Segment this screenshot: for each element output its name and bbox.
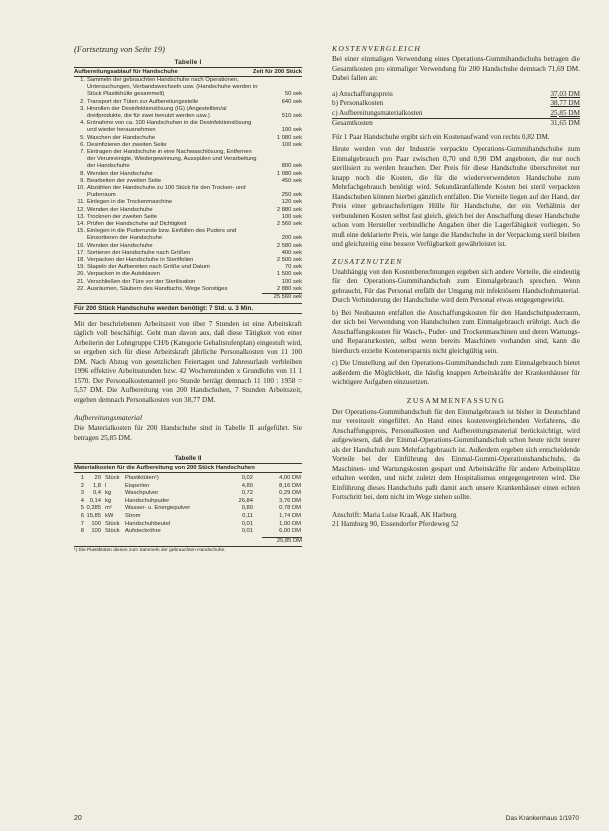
row-unit-price: 0,11 — [242, 512, 253, 519]
address-line-1: Anschrift: Maria Luise Kraaß, AK Harburg — [332, 510, 457, 519]
table-row — [74, 199, 302, 206]
benefit-paragraph-c: c) Die Umstellung auf den Operations-Gummihandschuh zum Einmalgebrauch bietet außerdem die Möglichkeit, die häufig knappen Arbeitskräfte der Krankenhäuser für wichtigere Aufgaben einzusetzen. — [332, 359, 580, 386]
author-address — [332, 511, 580, 530]
table-row — [74, 171, 302, 178]
row-time: 2 880 sek — [276, 206, 302, 213]
table-row — [74, 106, 302, 120]
table-row — [74, 99, 302, 106]
row-task: Ausräumen, Säubern des Handtuchs, Wege Sonstiges — [87, 285, 228, 292]
table-row — [74, 243, 302, 250]
table-1 — [74, 59, 302, 314]
industry-paragraph: Heute werden von der Industrie verpackte Operations-Gummihandschuhe zum Einmalgebrauch pro Paar zwischen 0,70 und 0,90 DM angeboten, die nur noch sterilisiert zu werden brauchen. Der Preis für diese Handschuhe überschreitet nur knapp noch die Kosten, die für die wiederverwendeten Handschuhe zum Mehrfachgebrauch benötigt wird. Sekundäranfallende Kosten bei steril verpackten Handschuhen können hierbei gänzlich entfallen. Die Vorteile liegen auf der Hand, der Preis einer gebrauchsfertigen Hülle für Handschuhe, der ein Verhältnis der verbundenen Kosten selbst fast gleich, gleich bei der Anschaffung dieser Handschuhe schon vom Hersteller verbindliche Angaben über die Lagerfähigkeit vorliegen. So muß eine deklarierte Preis, wie lange die Handschuhe in der Verpackung steril bleiben und gleichzeitig eine bessere Verfügbarkeit gewährleistet ist. — [332, 145, 580, 248]
table-1-header — [74, 67, 302, 77]
row-item: Aufsteckröhre — [125, 528, 161, 535]
table-2-header: Materialkosten für die Aufbereitung von 200 Stück Handschuhen — [74, 463, 302, 473]
row-unit-price: 0,01 — [241, 520, 253, 527]
row-amount: 1,8 — [92, 482, 101, 489]
row-time: 70 sek — [284, 264, 302, 271]
per-pair-paragraph: Für 1 Paar Handschuhe ergibt sich ein Kostenaufwand von rechts 0,82 DM. — [332, 132, 550, 141]
row-time: 120 sek — [281, 199, 302, 206]
row-amount: 0,4 — [92, 490, 101, 497]
cost-value: 37,03 DM — [550, 89, 580, 98]
table-2-total: 25,85 DM — [262, 537, 302, 544]
row-task: Einlegen in die Trockenmaschine — [87, 199, 173, 206]
table-row — [74, 271, 302, 278]
row-total: 1,00 DM — [279, 520, 301, 527]
address-line-2: 21 Hamburg 90, Eissendorfer Pferdeweg 52 — [332, 520, 459, 529]
row-time: 100 sek — [281, 127, 302, 134]
row-index: 6 — [80, 512, 84, 519]
table-row — [74, 135, 302, 142]
row-time: 1 080 sek — [276, 170, 302, 177]
table-2 — [74, 455, 302, 553]
cost-value: 25,85 DM — [550, 108, 580, 117]
row-number: 21. — [76, 278, 85, 285]
benefit-paragraph-a: Unabhängig von den Kostenberechnungen ergeben sich andere Vorteile, die eindeutig für den Operations-Gummihandschuh zum Einmalgebrauch sprechen. Wenn gebraucht, Für das Personal entfällt der Umgang mit infektiösem Handschuhmaterial. Durch Verhinderung der Handschuhe wird dem Personal etwas entgegengewirkt. — [332, 267, 580, 304]
row-task: Wenden der Handschuhe — [87, 170, 153, 177]
row-index: 5 — [80, 505, 84, 512]
left-column — [74, 44, 302, 553]
row-item: Strom — [125, 512, 141, 519]
cost-row — [332, 99, 580, 109]
cost-total-value: 31,65 DM — [550, 119, 580, 127]
row-number: 10. — [76, 185, 85, 192]
row-time: 1 080 sek — [276, 134, 302, 141]
row-number: 2. — [80, 98, 85, 105]
row-task: Bearbeiten der zweiten Seite — [87, 177, 162, 184]
row-task: Prüfen der Handschuhe auf Dichtigkeit — [87, 221, 187, 228]
table-row — [74, 257, 302, 264]
table-row — [74, 250, 302, 257]
row-unit: Stück — [105, 475, 120, 481]
material-paragraph: Die Materialkosten für 200 Handschuhe sind in Tabelle II aufgeführt. Sie betragen 25,85 DM. — [74, 424, 302, 442]
row-task: Trocknen der zweiten Seite — [87, 213, 158, 220]
row-total: 8,16 DM — [279, 482, 301, 489]
row-task: Verpacken in die Autoklaven — [87, 271, 160, 278]
table-1-conclusion — [74, 303, 302, 314]
row-unit: kW — [105, 512, 114, 519]
row-number: 16. — [76, 242, 85, 249]
cost-list — [332, 90, 580, 129]
row-unit-price: 0,80 — [241, 505, 253, 512]
table-row — [74, 279, 302, 286]
table-row — [74, 513, 302, 521]
cost-row — [332, 109, 580, 119]
right-column — [332, 44, 580, 530]
row-time: 640 sek — [281, 98, 302, 105]
row-total: 0,78 DM — [279, 505, 301, 512]
cost-total-label: Gesamtkosten — [332, 119, 373, 127]
table-1-col-task: Aufbereitungsablauf für Handschuhe — [74, 69, 178, 75]
row-task: Hinrollen der Desinfektionslösung (IG) (Angestellten/al dreifprodukte, die für zwei benutzt werden usw.) — [87, 105, 227, 120]
table-row — [74, 221, 302, 228]
table-row — [74, 483, 302, 491]
table-2-footnote: ¹) Die Plastiktüten dienen zum Sammeln der gebrauchten Handschuhe. — [74, 546, 302, 553]
row-number: 18. — [76, 257, 85, 264]
row-index: 7 — [80, 520, 84, 527]
row-total: 4,00 DM — [279, 475, 301, 481]
row-amount: 0,14 — [89, 497, 101, 504]
row-time: 250 sek — [281, 192, 302, 199]
table-row — [74, 490, 302, 498]
row-number: 8. — [80, 170, 85, 177]
table-row — [74, 77, 302, 99]
row-number: 9. — [80, 177, 85, 184]
table-row — [74, 528, 302, 536]
cost-comparison-paragraph: Bei einer einmaligen Verwendung eines Operations-Gummihandschuhs betragen die Gesamtkosten pro einmaliger Verwendung für 200 Handschuhe demnach 71,69 DM. Dabei fallen an: — [332, 55, 580, 82]
row-item: Handschuhpuder — [125, 497, 170, 504]
table-1-col-time: Zeit für 200 Stück — [252, 69, 302, 75]
row-total: 1,74 DM — [279, 512, 301, 519]
row-task: Desinfizieren der zweiten Seite — [87, 141, 167, 148]
journal-footer: Das Krankenhaus 1/1970 — [505, 815, 579, 822]
row-unit-price: 0,02 — [241, 475, 253, 481]
cost-row — [332, 90, 580, 100]
row-task: Verschließen der Türe vor der Sterilisation — [87, 278, 196, 285]
row-unit-price: 0,01 — [241, 528, 253, 535]
row-time: 2 500 sek — [276, 257, 302, 264]
row-time: 200 sek — [281, 235, 302, 242]
row-unit-price: 0,72 — [241, 490, 253, 497]
continuation-note: (Fortsetzung von Seite 19) — [74, 44, 165, 54]
additional-benefit-title: ZUSATZNUTZEN — [332, 256, 403, 266]
row-number: 13. — [76, 213, 85, 220]
table-row — [74, 149, 302, 171]
row-task: Wenden der Handschuhe — [87, 206, 153, 213]
row-amount: 15,85 — [86, 512, 101, 519]
row-unit-price: 26,84 — [238, 497, 253, 504]
table-1-total: 25 560 sek — [273, 294, 302, 301]
table-row — [74, 142, 302, 149]
table-row — [74, 228, 302, 242]
table-row — [74, 207, 302, 214]
row-time: 2 880 sek — [276, 285, 302, 292]
material-section-title: Aufbereitungsmaterial — [74, 413, 143, 422]
row-unit: Stück — [105, 520, 120, 527]
row-number: 3. — [80, 105, 85, 112]
row-time: 50 sek — [284, 91, 302, 98]
row-time: 800 sek — [281, 163, 302, 170]
row-total: 0,29 DM — [279, 490, 301, 497]
table-row — [74, 120, 302, 134]
table-row — [74, 178, 302, 185]
row-unit: Stück — [105, 528, 120, 535]
row-unit: kg — [105, 490, 112, 497]
row-task: Einlegen in die Puderrunde bzw. Einfüllen des Puders und Einsortieren der Handschuhe — [87, 228, 237, 242]
row-amount: 20 — [94, 475, 101, 481]
row-task: Sortieren der Handschuhe nach Größen — [87, 249, 191, 256]
cost-label: b) Personalkosten — [332, 99, 384, 107]
table-2-body — [74, 475, 302, 536]
row-unit-price: 4,80 — [241, 482, 253, 489]
row-item: Waschpulver — [125, 490, 159, 497]
cost-label: a) Anschaffungspreis — [332, 89, 393, 98]
table-row — [74, 475, 302, 483]
row-index: 8 — [80, 528, 84, 535]
row-number: 5. — [80, 134, 85, 141]
row-time: 400 sek — [281, 249, 302, 256]
row-number: 6. — [80, 141, 85, 148]
row-time: 100 sek — [281, 278, 302, 285]
row-total: 3,76 DM — [279, 497, 301, 504]
table-1-conclusion-text: Für 200 Stück Handschuhe werden benötigt: 7 Std. u. 3 Min. — [74, 304, 254, 312]
table-row — [74, 498, 302, 506]
row-item: Plastiktüten¹) — [125, 475, 159, 481]
table-row — [74, 185, 302, 199]
row-time: 100 sek — [281, 141, 302, 148]
row-task: Eintragen der Handschuhe in eine Nachwaschlösung, Entfernen der Verunreinigte, Wiedergewinnung, Ausspülen und Verarbeitung der Handschuhe — [87, 149, 257, 170]
table-row — [74, 505, 302, 513]
benefit-paragraph-b: b) Bei Neubauten entfallen die Anschaffungskosten für den Handschuhpuderraum, der sich bei Verwendung von Handschuhen zum Einmalgebrauch erübrigt. Auch die Anschaffungskosten für Wasch-, Puder- und Trockenmaschinen und deren Wartungs- und Reparaturkosten, selbst wenn bereits Maschinen vorhanden sind, kann die hierdurch erzielte Kostenersparnis nicht gleichgültig sein. — [332, 308, 580, 355]
row-item: Eisperlen — [125, 482, 150, 489]
row-task: Stapeln der Aufbereiten nach Größe und Datum — [87, 264, 210, 271]
row-number: 4. — [80, 120, 85, 127]
table-1-title: Tabelle I — [174, 59, 202, 66]
row-index: 4 — [80, 497, 84, 504]
row-number: 12. — [76, 206, 85, 213]
table-row — [74, 264, 302, 271]
row-index: 2 — [80, 482, 84, 489]
row-task: Verpacken der Handschuhe in Sterilfolien — [87, 257, 194, 264]
row-task: Abzählen der Handschuhe zu 100 Stück für den Trocken- und Puderraum — [87, 185, 246, 199]
row-time: 2 580 sek — [276, 242, 302, 249]
row-time: 2 560 sek — [276, 221, 302, 228]
summary-paragraph: Der Operations-Gummihandschuh für den Einmalgebrauch ist bisher in Deutschland nur vereinzelt eingeführt. An Hand eines kostenvergleichenden Verfahrens, die Anschaffungspreis, Personalkosten und Aufbereitungsmaterial berücksichtigt, wird aufgewiesen, daß der Einmal-Operations-Gummihandschuh schon heute nicht teurer als der Handschuh zum Mehrfachgebrauch ist. Außerdem ergeben sich entscheidende Vorteile bei der Einführung des Einmal-Gummi-Operationshandschuhs, da Maschinen- und Wartungskosten gespart und Arbeitskräfte für andere Arbeitsplätze erhalten werden, und nicht zuletzt dem Hospitalismus entgegengetreten wird. Die Einführung dieses Handschuhs paßt damit auch unsere Krankenhäuser einen echten Fortschritt bei, dem nicht im Wege stehen sollte. — [332, 407, 580, 501]
row-task: Wenden der Handschuhe — [87, 242, 153, 249]
page-number: 20 — [74, 815, 82, 822]
row-number: 20. — [76, 271, 85, 278]
row-number: 11. — [77, 199, 85, 206]
row-number: 22. — [76, 285, 85, 292]
row-number: 19. — [76, 264, 85, 271]
row-time: 100 sek — [281, 213, 302, 220]
row-time: 450 sek — [281, 177, 302, 184]
row-amount: 100 — [91, 528, 101, 535]
row-time: 510 sek — [281, 113, 302, 120]
row-number: 1. — [80, 77, 85, 83]
row-unit: kg — [105, 497, 112, 504]
row-task: Waschen der Handschuhe — [87, 134, 156, 141]
row-task: Transport der Tüten zur Aufbereitungsstelle — [87, 98, 199, 105]
cost-total-row — [332, 118, 580, 129]
row-time: 1 500 sek — [276, 271, 302, 278]
row-item: Wasser- u. Energiepulver — [125, 505, 191, 512]
row-amount: 100 — [91, 520, 101, 527]
cost-label: c) Aufbereitungsmaterialkosten — [332, 108, 423, 117]
row-number: 17. — [76, 249, 85, 256]
table-row — [74, 214, 302, 221]
cost-value: 38,77 DM — [550, 99, 580, 107]
table-1-body — [74, 77, 302, 293]
table-row — [74, 286, 302, 293]
row-index: 1 — [80, 475, 84, 481]
personnel-cost-paragraph: Mit der beschriebenen Arbeitszeit von über 7 Stunden ist eine Arbeitskraft täglich voll beschäftigt. Geht man davon aus, daß diese Tätigkeit von einer Arbeiterin der Lohngruppe CH/b (Kategorie Gehaltstufenplan) eingestuft wird, so ergeben sich für diese Arbeitskraft jährliche Personalkosten von 11 100 DM. Nach Abzug von gesetzlichen Feiertagen und Jahresurlaub verbleiben 1996 effektive Arbeitsstunden bzw. 42 Wochenstunden x Grundlohn von 11 1 1570. Der Personalkostenanteil pro Stunde beträgt demnach 11 100 : 1958 = 5,57 DM. Die Aufbereitung von 200 Handschuhen, 7 Stunden Arbeitszeit, ergeben demnach Personalkosten von 38,77 DM. — [74, 319, 302, 404]
summary-title: ZUSAMMENFASSUNG — [406, 395, 506, 405]
row-item: Handschuhbeutel — [125, 520, 171, 527]
table-2-title: Tabelle II — [174, 455, 202, 462]
row-task: Entnahme von ca. 100 Handschuhen in die Desinfektionslösung und wieder herausnehmen — [87, 120, 252, 134]
row-unit: m² — [105, 505, 112, 512]
row-index: 3 — [80, 490, 84, 497]
cost-comparison-title: KOSTENVERGLEICH — [332, 44, 422, 53]
row-number: 15. — [76, 228, 85, 235]
row-task: Sammeln der gebrauchten Handschuhe nach Operationen, Untersuchungen, Verbandswechseln usw. (Handschuhe werden in Stück Plastikhülle gesammelt) — [87, 77, 258, 98]
row-amount: 0,285 — [86, 505, 101, 512]
row-total: 6,00 DM — [279, 528, 301, 535]
row-unit: l — [105, 482, 107, 489]
row-number: 14. — [76, 221, 85, 228]
row-number: 7. — [80, 149, 85, 156]
table-row — [74, 521, 302, 529]
